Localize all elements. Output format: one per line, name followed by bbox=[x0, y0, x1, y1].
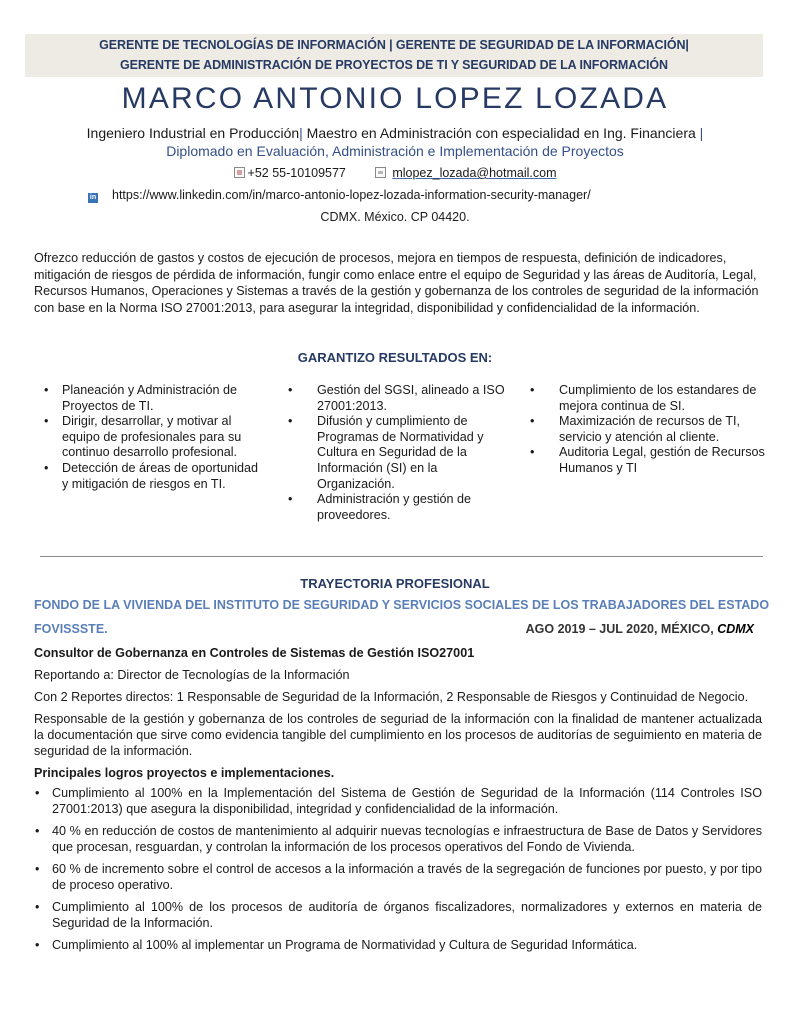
list-item: • Dirigir, desarrollar, y motivar al equipo de profesionales para su continuo desarrollo profesional. bbox=[40, 414, 262, 461]
achievements-heading: Principales logros proyectos e implementaciones. bbox=[34, 766, 335, 780]
contact-row bbox=[0, 166, 790, 180]
list-item: • 40 % en reducción de costos de mantenimiento al adquirir nuevas tecnologías e infraestructura de Base de Datos y Servidores que procesan, resguardan, y controlan la información de los procesos operativos del Fondo de Vivienda. bbox=[34, 823, 762, 855]
list-item: • Auditoria Legal, gestión de Recursos Humanos y TI bbox=[530, 445, 770, 476]
candidate-name: MARCO ANTONIO LOPEZ LOZADA bbox=[121, 82, 669, 115]
linkedin-row bbox=[88, 188, 591, 203]
results-column-1 bbox=[40, 383, 262, 492]
list-item: • Detección de áreas de oportunidad y mitigación de riesgos en TI. bbox=[40, 461, 262, 492]
direct-reports: Con 2 Reportes directos: 1 Responsable de Seguridad de la Información, 2 Responsable de Riesgos y Continuidad de Negocio. bbox=[34, 690, 749, 704]
reports-to: Reportando a: Director de Tecnologías de la Información bbox=[34, 668, 350, 682]
title-banner bbox=[25, 34, 763, 77]
linkedin-icon: in bbox=[89, 194, 97, 201]
list-item: • Cumplimiento de los estandares de mejora continua de SI. bbox=[530, 383, 770, 414]
separator: | bbox=[299, 125, 303, 141]
results-column-2 bbox=[288, 383, 516, 523]
list-item: • Cumplimiento al 100% al implementar un Programa de Normatividad y Cultura de Seguridad Informática. bbox=[34, 937, 762, 953]
list-item: • Gestión del SGSI, alineado a ISO 27001:2013. bbox=[288, 383, 516, 414]
phone-number: +52 55-10109577 bbox=[247, 166, 346, 180]
degrees bbox=[0, 124, 790, 160]
professional-summary: Ofrezco reducción de gastos y costos de ejecución de procesos, mejora en tiempos de respuesta, definición de indicadores, mitigación de riesgos de pérdida de información, fungir como enlace entre el equipo de Seguridad y las áreas de Auditoría, Legal, Recursos Humanos, Operaciones y Sistemas a través de la gestión y gobernanza de los controles de seguridad de la información con base en la Norma ISO 27001:2013, para asegurar la integridad, disponibilidad y confidencialidad de la información. bbox=[34, 251, 759, 315]
job-description: Responsable de la gestión y gobernanza de los controles de seguriad de la información con la finalidad de mantener actualizada la documentación que sirve como evidencia tangible del cumplimiento en los procesos de auditorías de seguimiento en materia de seguridad de la información. bbox=[34, 712, 762, 758]
address: CDMX. México. CP 04420. bbox=[320, 210, 470, 224]
organization-name: FONDO DE LA VIVIENDA DEL INSTITUTO DE SEGURIDAD Y SERVICIOS SOCIALES DE LOS TRABAJADORES DEL ESTADO bbox=[34, 598, 770, 612]
list-item: • Administración y gestión de proveedores. bbox=[288, 492, 516, 523]
results-column-3 bbox=[530, 383, 770, 477]
job-city: CDMX bbox=[717, 622, 754, 636]
linkedin-url[interactable]: https://www.linkedin.com/in/marco-antonio-lopez-lozada-information-security-manager/ bbox=[112, 188, 591, 202]
job-entry bbox=[34, 645, 762, 959]
list-item: • Cumplimiento al 100% en la Implementación del Sistema de Gestión de Seguridad de la Información (114 Controles ISO 27001:2013) que asegura la disponibilidad, integridad y confidencialidad de la información. bbox=[34, 785, 762, 817]
separator: | bbox=[699, 125, 704, 141]
degree-2: Maestro en Administración con especialidad en Ing. Financiera bbox=[306, 125, 696, 141]
degree-3: Diplomado en Evaluación, Administración e Implementación de Proyectos bbox=[166, 143, 624, 159]
banner-line-2: GERENTE DE ADMINISTRACIÓN DE PROYECTOS DE TI Y SEGURIDAD DE LA INFORMACIÓN bbox=[120, 58, 668, 72]
phone-icon bbox=[234, 167, 245, 178]
organization-acronym: FOVISSSTE. bbox=[34, 622, 108, 636]
job-dates bbox=[526, 622, 754, 636]
list-item: • Difusión y cumplimiento de Programas de Normatividad y Cultura en Seguridad de la Información (SI) en la Organización. bbox=[288, 414, 516, 492]
list-item: • Cumplimiento al 100% de los procesos de auditoría de órganos fiscalizadores, normalizadores y externos en materia de Seguridad de la Información. bbox=[34, 899, 762, 931]
section-divider bbox=[40, 556, 763, 557]
results-heading: GARANTIZO RESULTADOS EN: bbox=[297, 350, 493, 365]
email-icon bbox=[375, 167, 386, 178]
achievements-list bbox=[34, 785, 762, 953]
degree-1: Ingeniero Industrial en Producción bbox=[86, 125, 300, 141]
list-item: • Planeación y Administración de Proyectos de TI. bbox=[40, 383, 262, 414]
email-link[interactable]: mlopez_lozada@hotmail.com bbox=[392, 166, 557, 180]
banner-line-1: GERENTE DE TECNOLOGÍAS DE INFORMACIÓN | GERENTE DE SEGURIDAD DE LA INFORMACIÓN| bbox=[99, 38, 689, 52]
job-role: Consultor de Gobernanza en Controles de Sistemas de Gestión ISO27001 bbox=[34, 646, 475, 660]
list-item: • 60 % de incremento sobre el control de accesos a la información a través de la segregación de funciones por puesto, y por tipo de proceso operativo. bbox=[34, 861, 762, 893]
experience-heading: TRAYECTORIA PROFESIONAL bbox=[300, 576, 490, 591]
date-range: AGO 2019 – JUL 2020, MÉXICO, bbox=[525, 622, 718, 636]
list-item: • Maximización de recursos de TI, servicio y atención al cliente. bbox=[530, 414, 770, 445]
